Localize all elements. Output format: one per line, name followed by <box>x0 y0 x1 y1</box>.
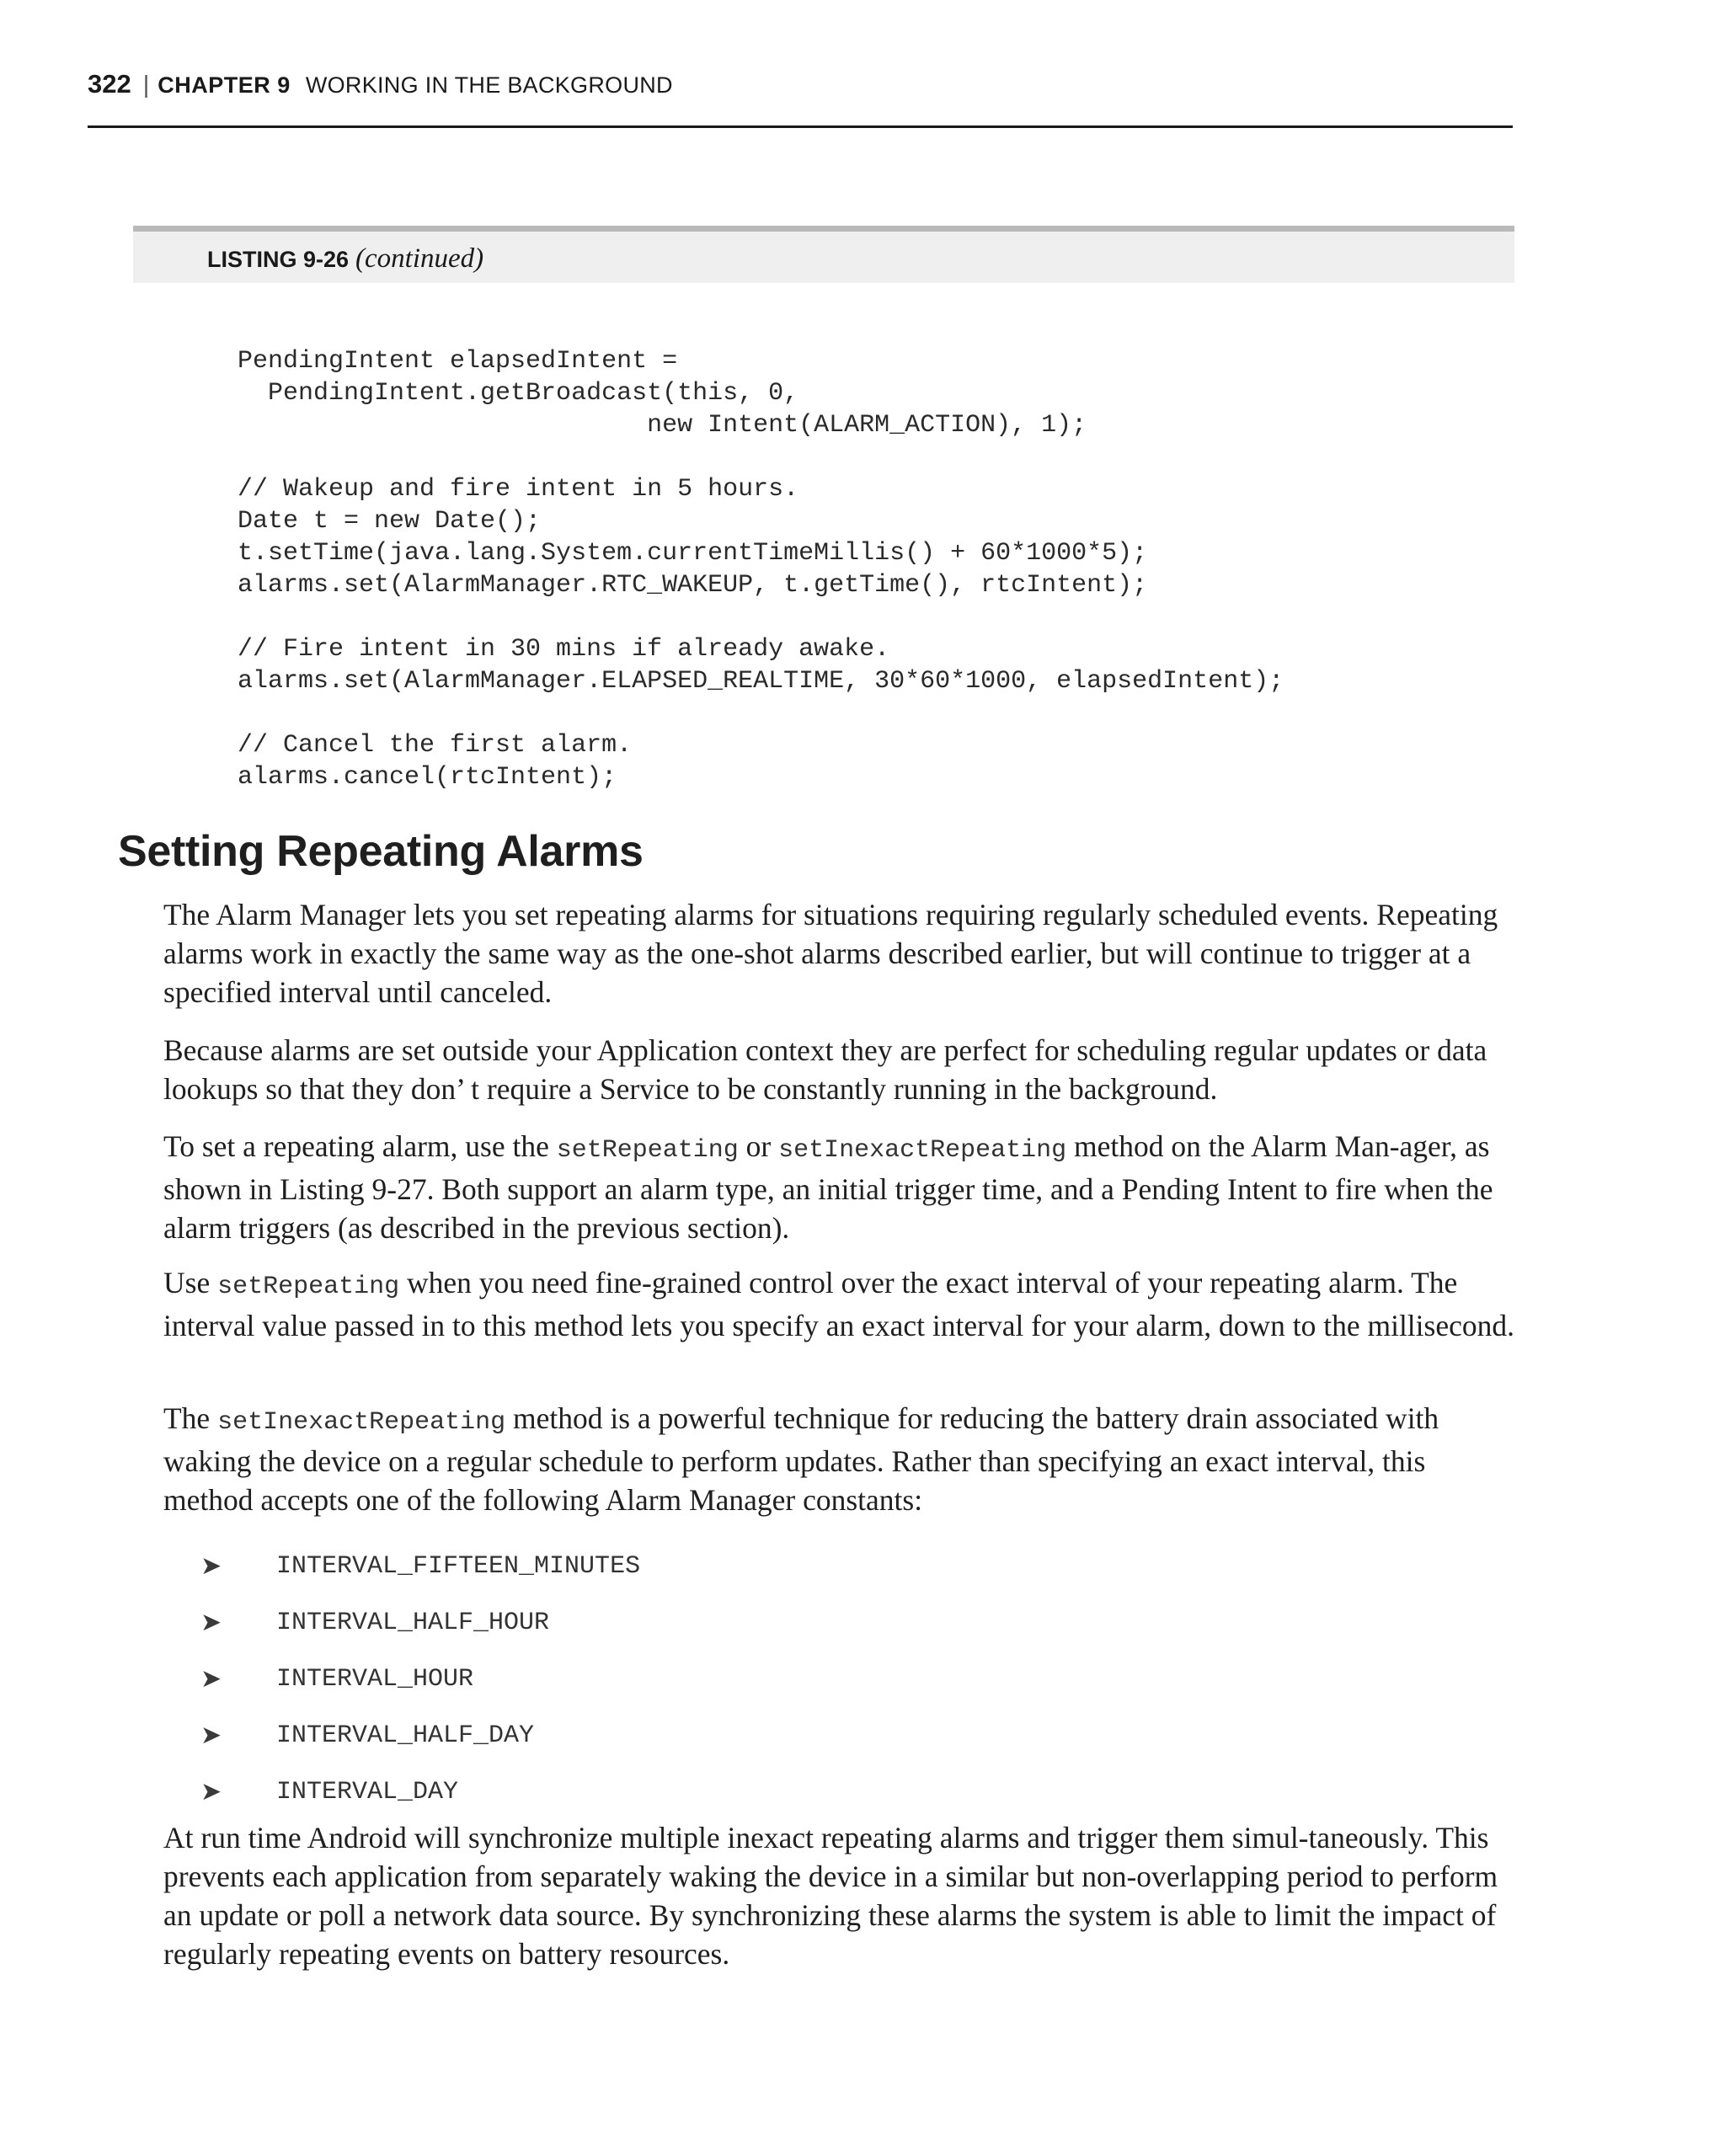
inline-code: setRepeating <box>217 1273 400 1301</box>
paragraph-intro: The Alarm Manager lets you set repeating alarms for situations requiring regularly scheduled events. Repeating alarms work in exactly the same way as the one-shot alarms described earlier, but will continue to trigger at a specified interval until canceled. <box>163 898 1498 1009</box>
text-run: Use <box>163 1266 218 1299</box>
chapter-label: CHAPTER 9 <box>158 72 291 98</box>
code-line: alarms.cancel(rtcIntent); <box>238 763 617 792</box>
header-separator: | <box>142 72 150 99</box>
code-line: // Cancel the first alarm. <box>238 731 633 760</box>
listing-caption-bar <box>133 226 1514 283</box>
code-line: PendingIntent elapsedIntent = <box>238 347 678 376</box>
inline-code: setInexactRepeating <box>778 1136 1067 1165</box>
code-line: // Wakeup and fire intent in 5 hours. <box>238 475 799 504</box>
code-line: Date t = new Date(); <box>238 507 542 536</box>
text-run: method is a powerful technique for reducing the battery drain associated with waking the device on a regular schedule to perform updates. Rather than specifying an exact interval, this method accepts one of the following Alarm Manager constants: <box>163 1401 1439 1517</box>
listing-title <box>207 243 483 275</box>
inline-code: setRepeating <box>556 1136 739 1165</box>
list-item <box>200 1707 1380 1764</box>
list-item <box>200 1764 1380 1820</box>
arrow-bullet-icon: ➤ <box>200 1664 222 1694</box>
listing-label: LISTING 9-26 <box>207 247 350 272</box>
list-item <box>200 1594 1380 1651</box>
code-line: PendingIntent.getBroadcast(this, 0, <box>238 379 799 408</box>
paragraph-methods <box>163 1127 1521 1247</box>
paragraph-setinexact <box>163 1399 1521 1519</box>
header-rule <box>88 125 1513 128</box>
code-line: t.setTime(java.lang.System.currentTimeMillis() + 60*1000*5); <box>238 539 1148 568</box>
text-run: or <box>738 1129 779 1163</box>
chapter-title: WORKING IN THE BACKGROUND <box>305 72 673 98</box>
list-item <box>200 1651 1380 1707</box>
inline-code: setInexactRepeating <box>217 1408 506 1437</box>
section-heading: Setting Repeating Alarms <box>118 827 644 876</box>
arrow-bullet-icon: ➤ <box>200 1721 222 1750</box>
running-header <box>88 66 1513 103</box>
text-run: when you need fine-grained control over the exact interval of your repeating alarm. The interval value passed in to this method lets you specify an exact interval for your alarm, down to the millisecond. <box>163 1266 1514 1342</box>
listing-continued: (continued) <box>355 243 484 274</box>
page-number: 322 <box>88 69 131 99</box>
arrow-bullet-icon: ➤ <box>200 1551 222 1581</box>
constant-name: INTERVAL_HALF_DAY <box>276 1721 535 1750</box>
code-line: alarms.set(AlarmManager.RTC_WAKEUP, t.getTime(), rtcIntent); <box>238 571 1148 600</box>
constant-name: INTERVAL_DAY <box>276 1777 459 1806</box>
constant-name: INTERVAL_FIFTEEN_MINUTES <box>276 1551 641 1581</box>
list-item <box>200 1538 1380 1594</box>
constant-name: INTERVAL_HOUR <box>276 1664 474 1694</box>
arrow-bullet-icon: ➤ <box>200 1608 222 1637</box>
text-run: The <box>163 1401 218 1435</box>
text-run: To set a repeating alarm, use the <box>163 1129 557 1163</box>
code-line: alarms.set(AlarmManager.ELAPSED_REALTIME, 30*60*1000, elapsedIntent); <box>238 667 1284 696</box>
text-run: method on the Alarm Man-ager, as shown in Listing 9-27. Both support an alarm type, an initial trigger time, and a Pending Intent to fire when the alarm triggers (as described in the previous section). <box>163 1129 1493 1245</box>
code-line: new Intent(ALARM_ACTION), 1); <box>238 411 1087 440</box>
paragraph-context: Because alarms are set outside your Application context they are perfect for scheduling regular updates or data lookups so that they don’ t require a Service to be constantly running in the background. <box>163 1033 1487 1106</box>
code-line: // Fire intent in 30 mins if already awake. <box>238 635 890 664</box>
paragraph-synchronize: At run time Android will synchronize multiple inexact repeating alarms and trigger them simul-taneously. This prevents each application from separately waking the device in a similar but non-overlapping period to perform an update or poll a network data source. By synchronizing these alarms the system is able to limit the impact of regularly repeating events on battery resources. <box>163 1821 1498 1971</box>
code-listing <box>238 345 1284 793</box>
arrow-bullet-icon: ➤ <box>200 1777 222 1806</box>
paragraph-setrepeating <box>163 1263 1521 1345</box>
constant-name: INTERVAL_HALF_HOUR <box>276 1608 550 1637</box>
interval-constants-list <box>200 1538 1380 1820</box>
